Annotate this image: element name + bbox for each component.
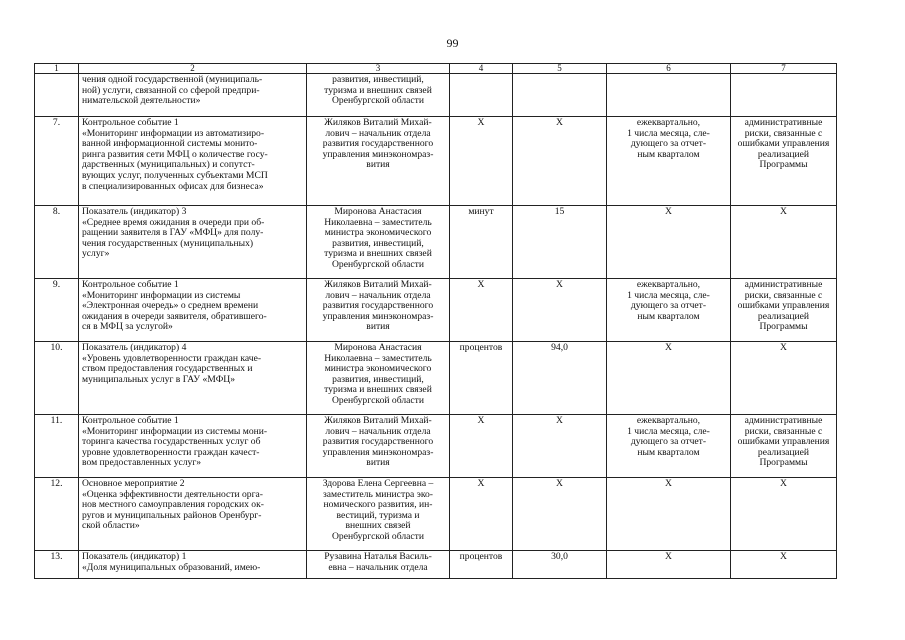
responsible-cell: Жиляков Виталий Михай- лович – начальник отдела развития государственного управления минэкономраз- вития — [307, 415, 450, 478]
table-row — [35, 415, 837, 478]
value-cell: 30,0 — [513, 551, 607, 579]
column-header: 3 — [307, 64, 450, 74]
table-row — [35, 206, 837, 279]
row-number: 9. — [35, 279, 79, 342]
event-cell: Основное мероприятие 2 «Оценка эффективности деятельности орга- нов местного самоуправления городских ок- ругов и муниципальных районов Оренбург- ской области» — [79, 478, 307, 551]
value-cell: 94,0 — [513, 342, 607, 415]
row-number: 8. — [35, 206, 79, 279]
table-row — [35, 74, 837, 117]
table-row — [35, 478, 837, 551]
event-cell: Контрольное событие 1 «Мониторинг информации из автоматизиро- ванной информационной системы монито- ринга развития сети МФЦ о количестве госу- дарственных (муниципальных) и сопутст- вующих услуг, полученных субъектами МСП в специализированных офисах для бизнеса» — [79, 117, 307, 206]
period-cell: Х — [607, 206, 731, 279]
value-cell: Х — [513, 478, 607, 551]
period-cell: Х — [607, 478, 731, 551]
responsible-cell: Здорова Елена Сергеевна – заместитель министра эко- номического развития, ин- вестиций, туризма и внешних связей Оренбургской области — [307, 478, 450, 551]
unit-cell: минут — [450, 206, 513, 279]
event-cell: Контрольное событие 1 «Мониторинг информации из системы мони- торинга качества государственных услуг об уровне удовлетворенности граждан качест- вом предоставленных услуг» — [79, 415, 307, 478]
period-cell — [607, 74, 731, 117]
column-header: 4 — [450, 64, 513, 74]
row-number: 10. — [35, 342, 79, 415]
risks-cell: Х — [731, 551, 837, 579]
risks-cell: Х — [731, 478, 837, 551]
row-number: 11. — [35, 415, 79, 478]
period-cell: Х — [607, 551, 731, 579]
unit-cell: Х — [450, 478, 513, 551]
unit-cell — [450, 74, 513, 117]
responsible-cell: развития, инвестиций, туризма и внешних связей Оренбургской области — [307, 74, 450, 117]
period-cell: ежеквартально, 1 числа месяца, сле- дующего за отчет- ным кварталом — [607, 279, 731, 342]
unit-cell: процентов — [450, 551, 513, 579]
row-number: 7. — [35, 117, 79, 206]
value-cell: Х — [513, 279, 607, 342]
event-cell: Показатель (индикатор) 1 «Доля муниципальных образований, имею- — [79, 551, 307, 579]
program-table — [34, 63, 837, 579]
event-cell: Показатель (индикатор) 3 «Среднее время ожидания в очереди при об- ращении заявителя в ГАУ «МФЦ» для полу- чения государственных (муниципальных) услуг» — [79, 206, 307, 279]
column-header: 1 — [35, 64, 79, 74]
risks-cell: административные риски, связанные с ошибками управления реализацией Программы — [731, 117, 837, 206]
column-header: 5 — [513, 64, 607, 74]
event-cell: Показатель (индикатор) 4 «Уровень удовлетворенности граждан каче- ством предоставления государственных и муниципальных услуг в ГАУ «МФЦ» — [79, 342, 307, 415]
column-header: 2 — [79, 64, 307, 74]
row-number: 12. — [35, 478, 79, 551]
value-cell: Х — [513, 117, 607, 206]
table-row — [35, 551, 837, 579]
period-cell: ежеквартально, 1 числа месяца, сле- дующего за отчет- ным кварталом — [607, 117, 731, 206]
value-cell: Х — [513, 415, 607, 478]
column-header: 7 — [731, 64, 837, 74]
row-number: 13. — [35, 551, 79, 579]
table-row — [35, 279, 837, 342]
table-row — [35, 117, 837, 206]
value-cell: 15 — [513, 206, 607, 279]
responsible-cell: Рузавина Наталья Василь- евна – начальник отдела — [307, 551, 450, 579]
responsible-cell: Жиляков Виталий Михай- лович – начальник отдела развития государственного управления минэкономраз- вития — [307, 117, 450, 206]
risks-cell: Х — [731, 342, 837, 415]
page-number: 99 — [446, 36, 459, 50]
period-cell: ежеквартально, 1 числа месяца, сле- дующего за отчет- ным кварталом — [607, 415, 731, 478]
row-number — [35, 74, 79, 117]
responsible-cell: Жиляков Виталий Михай- лович – начальник отдела развития государственного управления минэкономраз- вития — [307, 279, 450, 342]
value-cell — [513, 74, 607, 117]
risks-cell: административные риски, связанные с ошибками управления реализацией Программы — [731, 415, 837, 478]
unit-cell: Х — [450, 415, 513, 478]
risks-cell: административные риски, связанные с ошибками управления реализацией Программы — [731, 279, 837, 342]
column-header: 6 — [607, 64, 731, 74]
column-number-row — [35, 64, 837, 74]
event-cell: чения одной государственной (муниципаль- ной) услуги, связанной со сферой предпри- нимательской деятельности» — [79, 74, 307, 117]
risks-cell: Х — [731, 206, 837, 279]
responsible-cell: Миронова Анастасия Николаевна – заместитель министра экономического развития, инвестиций, туризма и внешних связей Оренбургской области — [307, 342, 450, 415]
unit-cell: Х — [450, 279, 513, 342]
period-cell: Х — [607, 342, 731, 415]
unit-cell: процентов — [450, 342, 513, 415]
risks-cell — [731, 74, 837, 117]
table-row — [35, 342, 837, 415]
unit-cell: Х — [450, 117, 513, 206]
responsible-cell: Миронова Анастасия Николаевна – заместитель министра экономического развития, инвестиций, туризма и внешних связей Оренбургской области — [307, 206, 450, 279]
event-cell: Контрольное событие 1 «Мониторинг информации из системы «Электронная очередь» о среднем времени ожидания в очереди заявителя, обратившего- ся в МФЦ за услугой» — [79, 279, 307, 342]
